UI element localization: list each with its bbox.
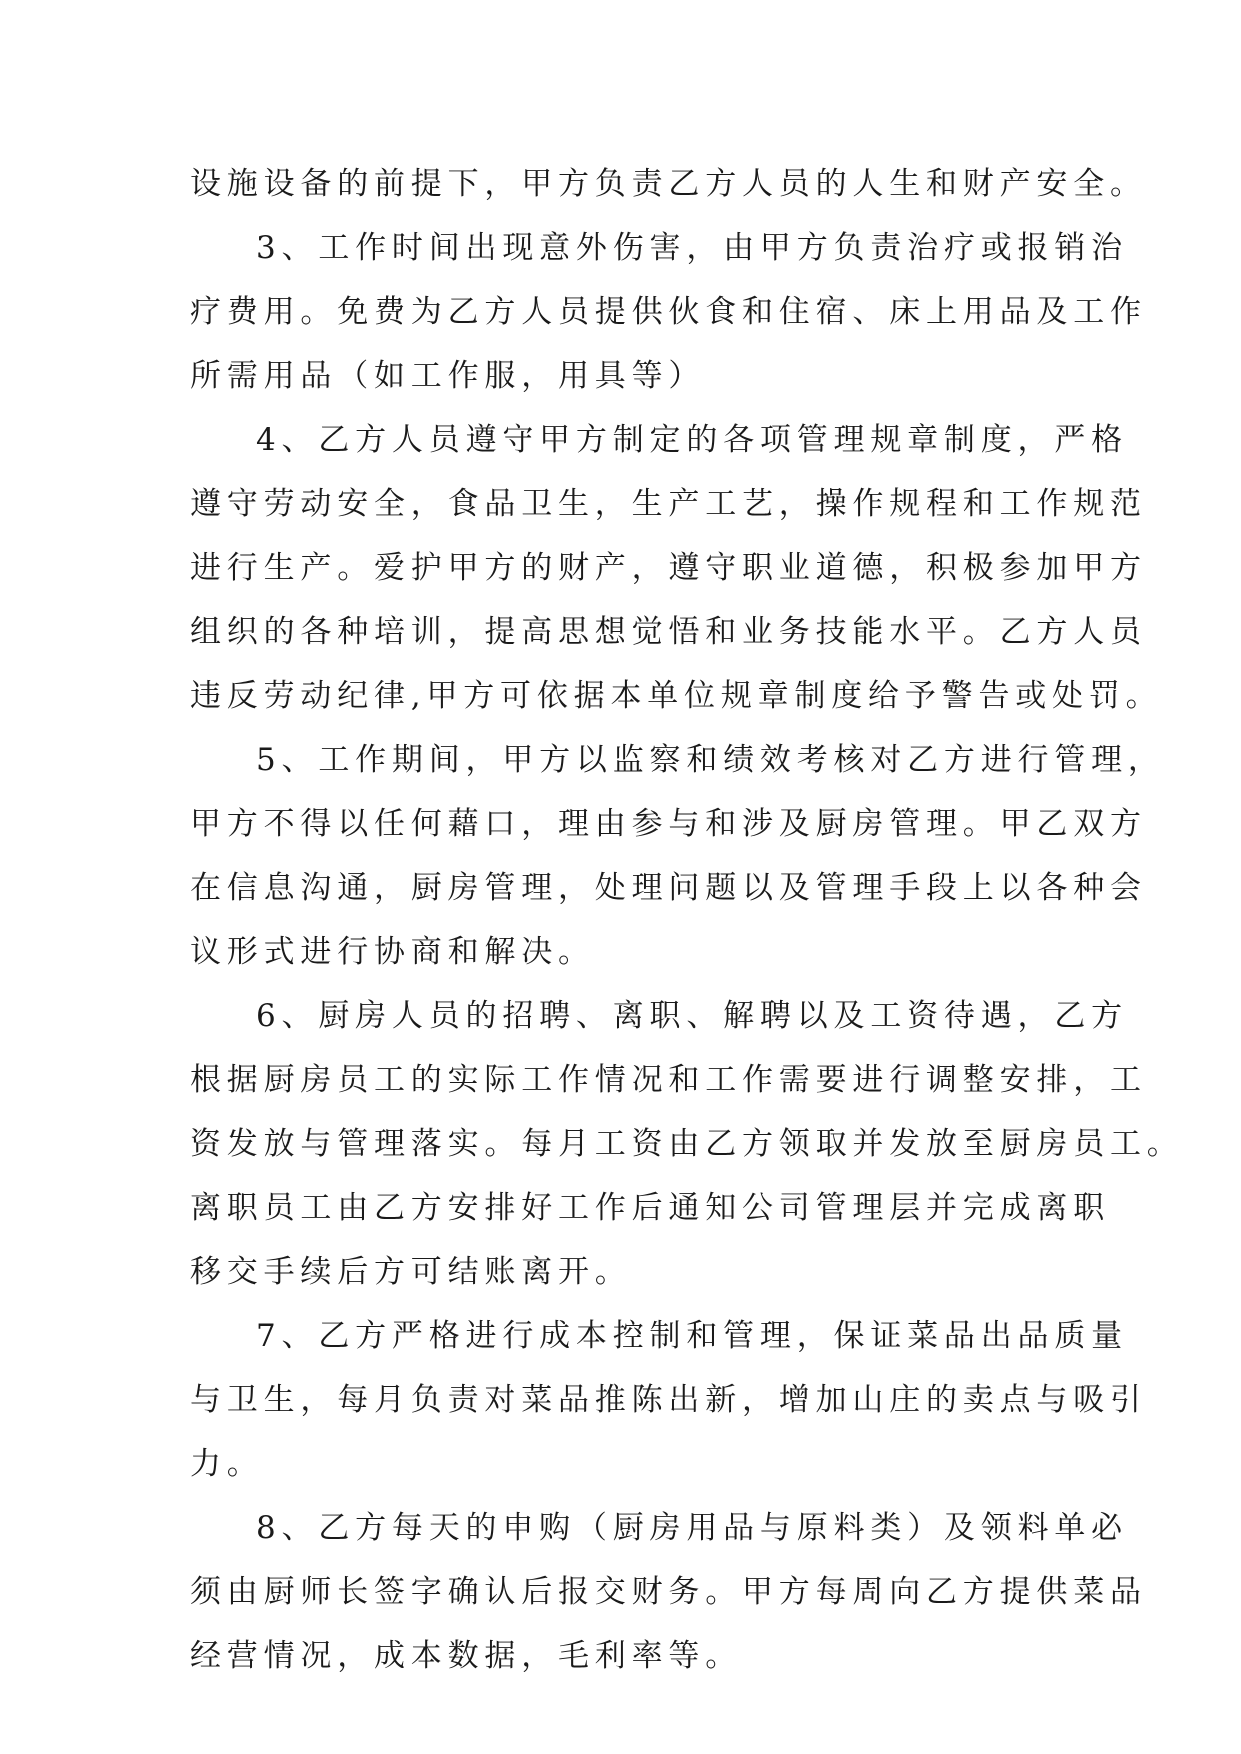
- text-line: 与卫生，每月负责对菜品推陈出新，增加山庄的卖点与吸引: [190, 1382, 1147, 1418]
- text-line: 移交手续后方可结账离开。: [190, 1254, 632, 1290]
- text-line: 根据厨房员工的实际工作情况和工作需要进行调整安排，工: [190, 1062, 1147, 1098]
- text-line: 6、厨房人员的招聘、离职、解聘以及工资待遇，乙方: [256, 998, 1128, 1034]
- text-line: 所需用品（如工作服，用具等）: [190, 358, 706, 394]
- text-line: 设施设备的前提下，甲方负责乙方人员的人生和财产安全。: [190, 166, 1147, 202]
- text-line: 7、乙方严格进行成本控制和管理，保证菜品出品质量: [256, 1318, 1128, 1354]
- text-line: 违反劳动纪律,甲方可依据本单位规章制度给予警告或处罚。: [190, 678, 1163, 714]
- text-line: 离职员工由乙方安排好工作后通知公司管理层并完成离职: [190, 1190, 1110, 1226]
- text-line: 资发放与管理落实。每月工资由乙方领取并发放至厨房员工。: [190, 1126, 1184, 1162]
- text-line: 5、工作期间，甲方以监察和绩效考核对乙方进行管理，: [256, 742, 1165, 778]
- text-line: 4、乙方人员遵守甲方制定的各项管理规章制度，严格: [256, 422, 1128, 458]
- text-line: 经营情况，成本数据，毛利率等。: [190, 1638, 742, 1674]
- text-line: 组织的各种培训，提高思想觉悟和业务技能水平。乙方人员: [190, 614, 1147, 650]
- text-line: 力。: [190, 1446, 264, 1482]
- text-line: 在信息沟通，厨房管理，处理问题以及管理手段上以各种会: [190, 870, 1147, 906]
- text-line: 遵守劳动安全，食品卫生，生产工艺，操作规程和工作规范: [190, 486, 1147, 522]
- document-body: [190, 158, 1184, 1694]
- text-line: 进行生产。爱护甲方的财产，遵守职业道德，积极参加甲方: [190, 550, 1147, 586]
- text-line: 8、乙方每天的申购（厨房用品与原料类）及领料单必: [256, 1510, 1128, 1546]
- text-line: 3、工作时间出现意外伤害，由甲方负责治疗或报销治: [256, 230, 1128, 266]
- text-line: 须由厨师长签字确认后报交财务。甲方每周向乙方提供菜品: [190, 1574, 1147, 1610]
- text-line: 议形式进行协商和解决。: [190, 934, 595, 970]
- text-line: 甲方不得以任何藉口，理由参与和涉及厨房管理。甲乙双方: [190, 806, 1147, 842]
- text-line: 疗费用。免费为乙方人员提供伙食和住宿、床上用品及工作: [190, 294, 1147, 330]
